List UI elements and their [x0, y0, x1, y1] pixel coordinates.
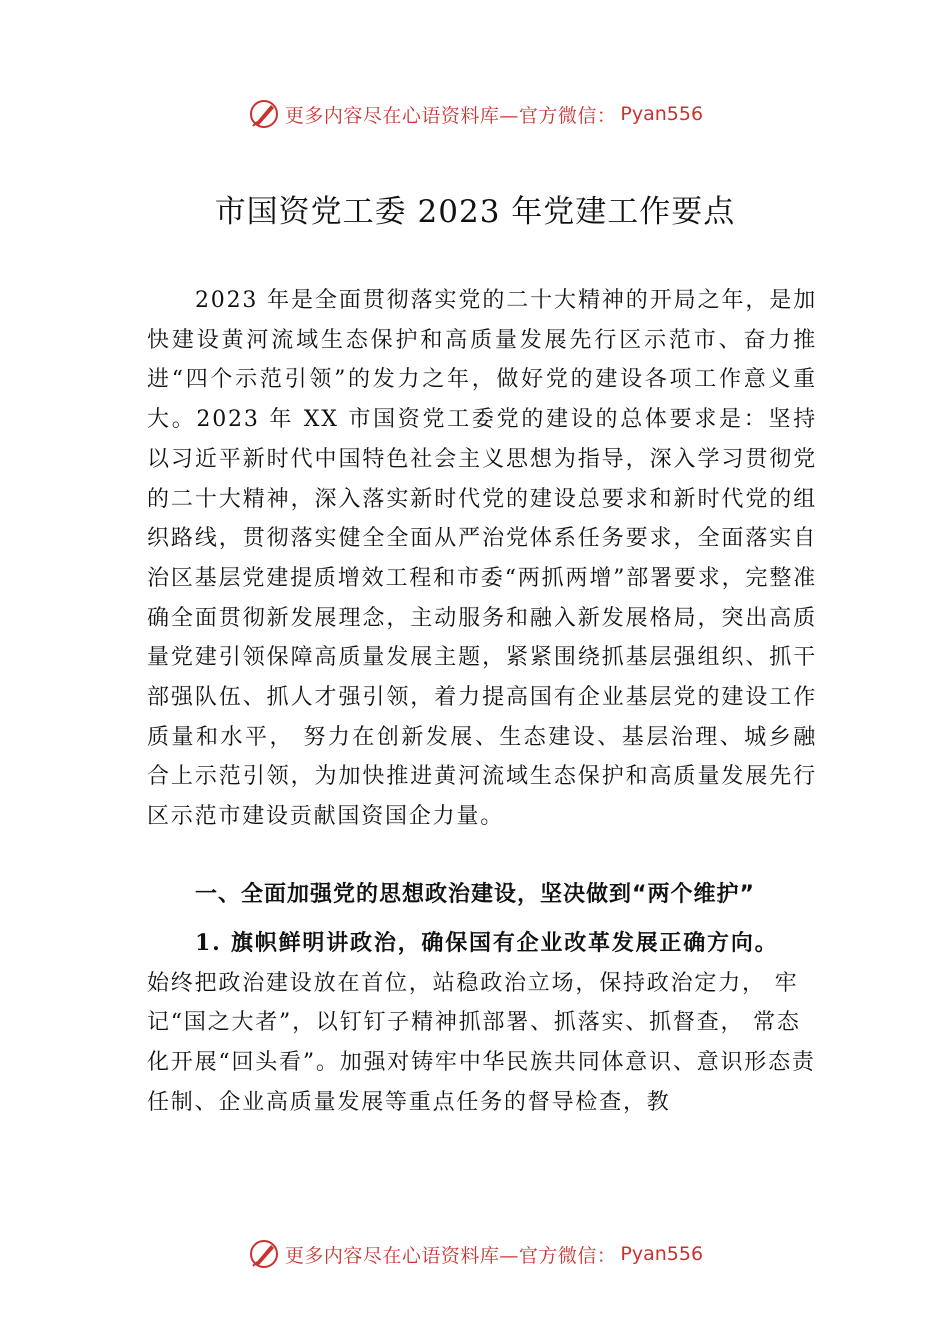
banner-text: 更多内容尽在心语资料库—官方微信： — [284, 1244, 617, 1267]
wechat-id: Pyan556 — [620, 1243, 704, 1265]
wechat-id: Pyan556 — [620, 103, 704, 125]
section-1-heading: 一、全面加强党的思想政治建设，坚决做到“两个维护” — [195, 882, 755, 907]
quill-pen-logo-icon — [247, 1237, 281, 1271]
banner-text: 更多内容尽在心语资料库—官方微信： — [284, 104, 617, 127]
document-title: 市国资党工委 2023 年党建工作要点 — [214, 194, 736, 230]
header-banner — [0, 96, 950, 132]
subsection-1 — [147, 924, 817, 1123]
quill-pen-logo-icon — [247, 97, 281, 131]
subsection-1-text: 始终把政治建设放在首位，站稳政治立场，保持政治定力， 牢记“国之大者”，以钉钉子精神抓部署、抓落实、抓督查， 常态化开展“回头看”。加强对铸牢中华民族共同体意识、意识形态责任制、企业高质量发展等重点任务的督导检查，教 — [147, 970, 816, 1115]
intro-paragraph: 2023 年是全面贯彻落实党的二十大精神的开局之年，是加快建设黄河流域生态保护和高质量发展先行区示范市、奋力推进“四个示范引领”的发力之年，做好党的建设各项工作意义重大。2023 年 XX 市国资党工委党的建设的总体要求是：坚持以习近平新时代中国特色社会主义思想为指导，深入学习贯彻党的二十大精神，深入落实新时代党的建设总要求和新时代党的组织路线，贯彻落实健全全面从严治党体系任务要求，全面落实自治区基层党建提质增效工程和市委“两抓两增”部署要求，完整准确全面贯彻新发展理念，主动服务和融入新发展格局，突出高质量党建引领保障高质量发展主题，紧紧围绕抓基层强组织、抓干部强队伍、抓人才强引领，着力提高国有企业基层党的建设工作质量和水平， 努力在创新发展、生态建设、基层治理、城乡融合上示范引领，为加快推进黄河流域生态保护和高质量发展先行区示范市建设贡献国资国企力量。 — [147, 288, 817, 830]
subsection-1-heading: 1. 旗帜鲜明讲政治，确保国有企业改革发展正确方向。 — [195, 930, 779, 956]
footer-banner — [0, 1236, 950, 1272]
